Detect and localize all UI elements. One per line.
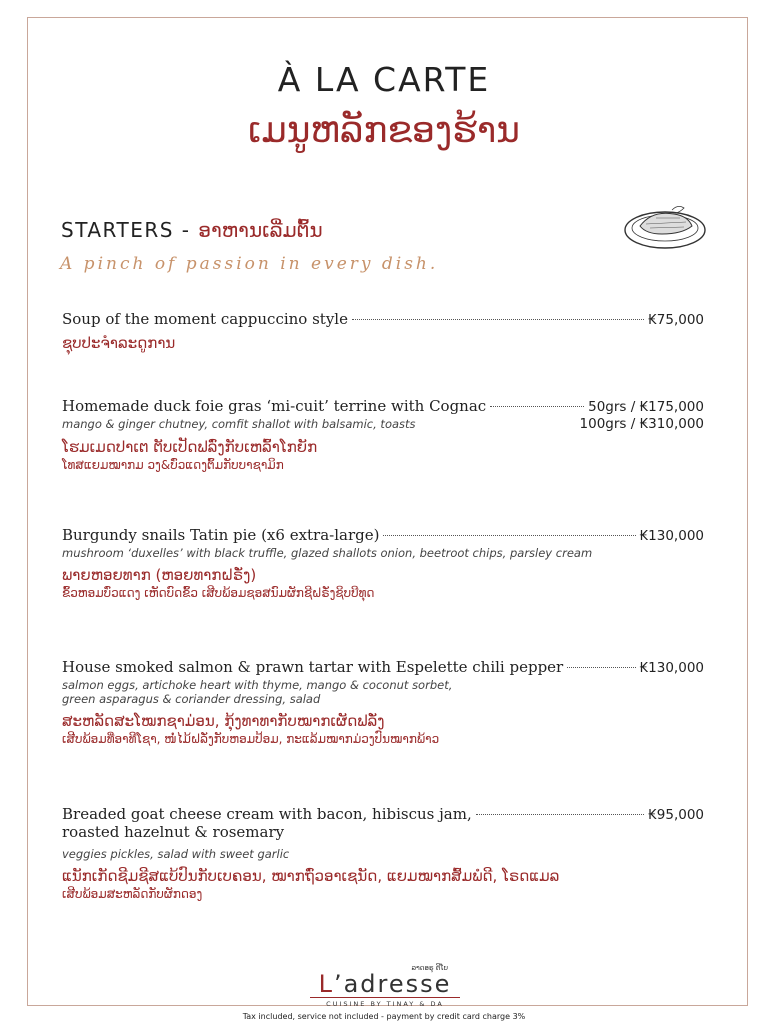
item-price-secondary: 100grs / ₭310,000 [579,416,704,432]
item-description: mushroom ‘duxelles’ with black truffle, glazed shallots onion, beetroot chips, parsley cream [62,546,593,560]
item-name-lao: ພາຍຫອຍທາກ (ຫອຍທາກຝຣັ່ງ) [62,566,257,584]
item-price: ₭130,000 [639,528,704,544]
item-name-lao: ຊຸບປະຈໍາລະດູການ [62,334,176,352]
item-name: Homemade duck foie gras ‘mi-cuit’ terrine with Cognac [62,397,487,415]
item-description-lao: ເສີບພ້ອມສະຫລັດກັບຜັກດອງ [62,887,203,901]
leader-dots [383,535,635,536]
item-price: 50grs / ₭175,000 [588,399,704,415]
page-title-lao: ເມນູຫລັກຂອງຮ້ານ [248,110,520,151]
menu-item-3 [62,526,704,600]
item-name: Breaded goat cheese cream with bacon, hibiscus jam, [62,805,472,823]
menu-item-4 [62,658,704,746]
restaurant-logo [310,964,460,1008]
item-name: Soup of the moment cappuccino style [62,310,348,328]
dish-illustration-icon [622,200,708,252]
logo-brand-initial: L [318,970,334,998]
menu-item-2 [62,397,704,472]
item-name: Burgundy snails Tatin pie (x6 extra-large) [62,526,380,544]
item-name: House smoked salmon & prawn tartar with Espelette chili pepper [62,658,564,676]
section-tagline: A pinch of passion in every dish. [60,254,439,274]
logo-subtitle: CUISINE BY TINAY & DA [310,997,460,1008]
item-description-line2: green asparagus & coriander dressing, salad [62,692,321,706]
logo-lao-text: ລາດອຣຸ ຕີໂບ [411,964,448,972]
leader-dots [352,319,644,320]
section-title-lao: ອາຫານເລີ່ມຕົ້ນ [198,218,323,242]
item-description: veggies pickles, salad with sweet garlic [62,847,290,861]
leader-dots [476,814,644,815]
item-description-lao: ໂທສແຍມໝາກມ ວງ&ບົ່ວແດງຕົ້ມກັບບາຊາມິກ [62,458,284,472]
item-price: ₭75,000 [648,312,704,328]
section-title: STARTERS - [61,218,199,242]
logo-brand-rest: ’adresse [333,970,452,998]
leader-dots [567,667,635,668]
item-price: ₭130,000 [639,660,704,676]
item-price: ₭95,000 [648,807,704,823]
item-name-line2: roasted hazelnut & rosemary [62,823,285,841]
footer-note: Tax included, service not included - payment by credit card charge 3% [242,1012,526,1021]
section-heading [61,218,323,242]
menu-item-1 [62,310,704,352]
item-description: mango & ginger chutney, comfit shallot with balsamic, toasts [62,417,416,431]
item-name-lao: ແນັກເກັດຊີມຊີສແບ້ປົນກັບເບຄອນ, ໝາກຖົ່ວອາເຊນັດ, ແຍມໝາກສົ້ມພໍດີ, ໂຣດແມລ [62,867,560,885]
item-name-lao: ໂຮມເມດປາເຕ ຕັບເປັດຟລົ່ງກັບເຫລົ້າໂກຍັກ [62,438,318,456]
logo-brand [310,972,460,996]
leader-dots [490,406,584,407]
item-description: salmon eggs, artichoke heart with thyme, mango & coconut sorbet, [62,678,453,692]
item-description-lao: ຂົ້ວຫອມບົ່ວແດງ ເຫັດບົດຂົ້ວ ເສີບພ້ອມຊອສນົມຜັກຊີຝຣັ່ງຊິບບີທຸດ [62,586,375,600]
page-title: À LA CARTE [277,60,491,99]
item-name-lao: ສະຫລັດສະໂໝກຊາມ່ອນ, ກຸ້ງທາທາກັບໝາກເຜັດຟລັ່ງ [62,712,385,730]
item-description-lao: ເສີບພ້ອມທີ່ອາທີໂຊາ, ໜໍ່ໄມ້ຝລັ່ງກັບຫອມປ້ອມ, ກະແລ້ມໝາກມ່ວງປົນໝາກພ້າວ [62,732,440,746]
menu-item-5 [62,805,704,901]
